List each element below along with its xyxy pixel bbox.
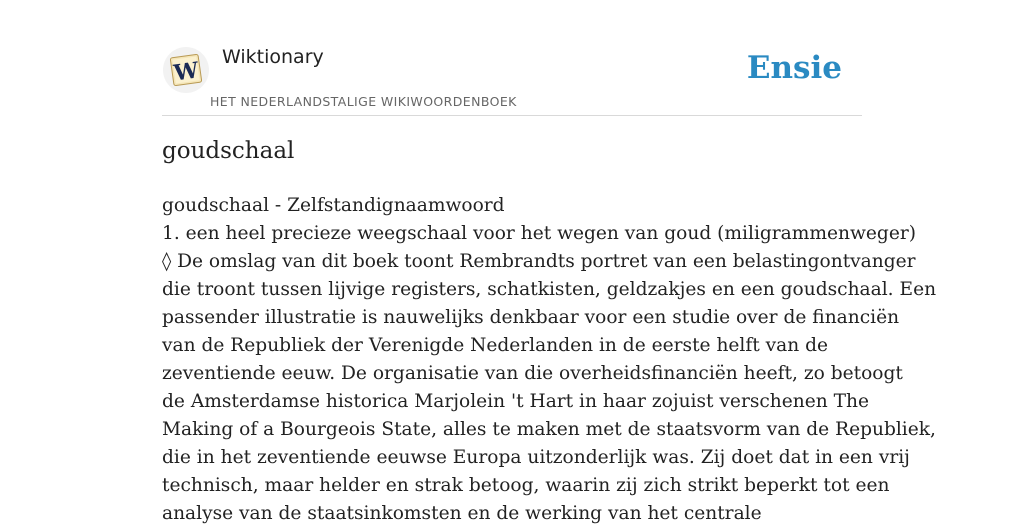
example-line: die in het zeventiende eeuwse Europa uitzonderlijk was. Zij doet dat in een vrij <box>162 447 910 468</box>
entry-heading-line: goudschaal - Zelfstandignaamwoord <box>162 195 505 216</box>
header-divider <box>162 115 862 116</box>
example-line: technisch, maar helder en strak betoog, waarin zij zich strikt beperkt tot een <box>162 475 890 496</box>
site-name[interactable]: Wiktionary <box>222 46 324 68</box>
example-line: analyse van de staatsinkomsten en de werking van het centrale <box>162 503 762 524</box>
site-tagline: HET NEDERLANDSTALIGE WIKIWOORDENBOEK <box>210 94 517 109</box>
wiktionary-logo-icon[interactable] <box>162 46 210 94</box>
entry-body <box>162 192 937 528</box>
example-line: zeventiende eeuw. De organisatie van die overheidsfinanciën heeft, zo betoogt <box>162 363 903 384</box>
example-line: van de Republiek der Verenigde Nederlanden in de eerste helft van de <box>162 335 829 356</box>
example-line: passender illustratie is nauwelijks denkbaar voor een studie over de financiën <box>162 307 900 328</box>
ensie-brand-link[interactable]: Ensie <box>746 50 842 86</box>
example-line: ◊ De omslag van dit boek toont Rembrandts portret van een belastingontvanger <box>162 251 916 272</box>
example-line: die troont tussen lijvige registers, schatkisten, geldzakjes en een goudschaal. Een <box>162 279 937 300</box>
site-header <box>162 44 862 116</box>
page-title: goudschaal <box>162 138 295 164</box>
example-line: de Amsterdamse historica Marjolein 't Hart in haar zojuist verschenen The <box>162 391 870 412</box>
example-line: Making of a Bourgeois State, alles te maken met de staatsvorm van de Republiek, <box>162 419 936 440</box>
logo-letter: W <box>172 57 201 87</box>
definition-line: 1. een heel precieze weegschaal voor het wegen van goud (miligrammenweger) <box>162 223 916 244</box>
